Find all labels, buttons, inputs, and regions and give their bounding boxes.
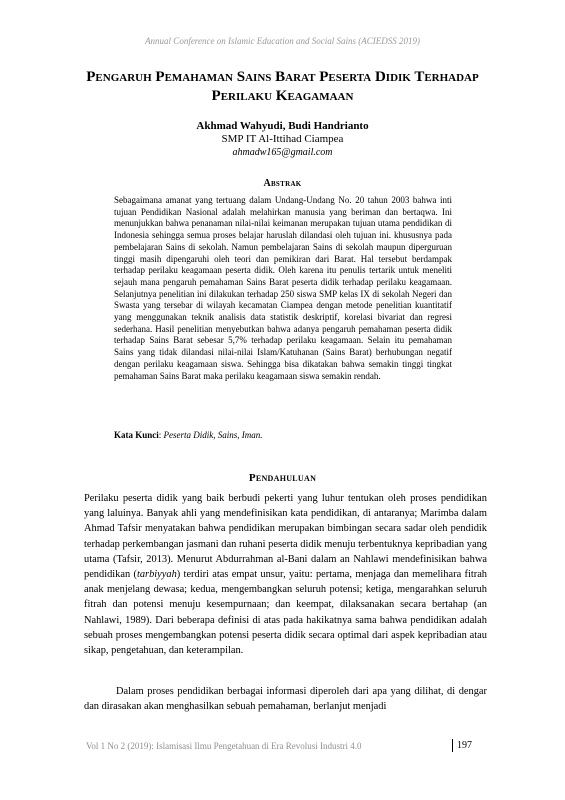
keywords-label: Kata Kunci <box>114 430 159 440</box>
paragraph-text: ) terdiri atas empat unsur, yaitu: pertama, menjaga dan memelihara fitrah anak menjelang dewasa; kedua, mengembangkan seluruh potensi; ketiga, mengarahkan seluruh fitrah dan potensi menuju kesempurnaan; dan keempat, dilaksanakan secara bertahap (an Nahlawi, 1989). Dari beberapa definisi di atas pada hakikatnya sama bahwa pendidikan adalah sebuah proses mengembangkan potensi peserta didik secara optimal dari aspek kepribadian atau sikap, pengetahuan, dan keterampilan. <box>84 569 487 657</box>
introduction-paragraph-2: Dalam proses pendidikan berbagai informasi diperoleh dari apa yang dilihat, di dengar dan dirasakan akan menghasilkan sebuah pemahaman, berlanjut menjadi <box>84 686 487 713</box>
authors: Akhmad Wahyudi, Budi Handrianto <box>196 120 369 132</box>
footer-divider <box>452 739 453 752</box>
paper-title: Pengaruh Pemahaman Sains Barat Peserta Didik Terhadap Perilaku Keagamaan <box>86 69 479 104</box>
paragraph-text: Perilaku peserta didik yang baik berbudi pekerti yang luhur tentukan oleh proses pendidikan yang laluinya. Banyak ahli yang mendefinisikan kata pendidikan, di antaranya; Marimba dalam Ahmad Tafsir menyatakan bahwa pendidikan merupakan bimbingan secara sadar oleh pendidik terhadap perkembangan jasmani dan ruhani peserta didik menuju terbentuknya kepribadian yang utama (Tafsir, 2013). Menurut Abdurrahman al-Bani dalam an Nahlawi mendefinisikan bahwa pendidikan ( <box>84 493 487 581</box>
author-email: ahmadw165@gmail.com <box>232 147 333 158</box>
affiliation: SMP IT Al-Ittihad Ciampea <box>221 133 344 145</box>
italic-term: tarbiyyah <box>136 569 177 581</box>
keywords-value: Peserta Didik, Sains, Iman. <box>163 430 263 440</box>
introduction-paragraph-1 <box>84 491 487 658</box>
abstract-heading: Abstrak <box>263 178 302 189</box>
keywords: Kata Kunci: Peserta Didik, Sains, Iman. <box>114 430 263 440</box>
abstract-body: Sebagaimana amanat yang tertuang dalam Undang-Undang No. 20 tahun 2003 bahwa inti tujuan Pendidikan Nasional adalah melahirkan manusia yang beriman dan bertaqwa. Ini menunjukkan bahwa penanaman nilai-nilai keimanan merupakan tujuan utama pendidikan di Indonesia sehingga semua proses belajar haruslah dilandasi oleh tujuan ini. khususnya pada pembelajaran Sains di sekolah. Namun pembelajaran Sains di sekolah maupun diperguruan tinggi masih dipengaruhi oleh teori dan pemikiran dari Barat. Hal tersebut berdampak terhadap perilaku keagamaan peserta didik. Oleh karena itu penulis tertarik untuk meneliti sejauh mana pengaruh pemahaman Sains Barat peserta didik terhadap perilaku keagamaan. Selanjutnya penelitian ini dilakukan terhadap 250 siswa SMP kelas IX di sekolah Negeri dan Swasta yang tersebar di wilayah kecamatan Ciampea dengan metode penelitian kuantitatif yang menggunakan teknik analisis data statistik deskriptif, korelasi bivariat dan regresi sederhana. Hasil penelitian menyebutkan bahwa adanya pengaruh pemahaman peserta didik terhadap Sains Barat sebesar 5,7% terhadap perilaku keagamaan. Selain itu pemahaman Sains yang tidak dilandasi nilai-nilai Islam/Katuhanan (Sains Barat) berhubungan negatif dengan perilaku keagamaan siswa. Sehingga bisa dikatakan bahwa semakin tinggi tingkat pemahaman Sains Barat maka perilaku keagamaan siswa semakin rendah. <box>114 195 452 381</box>
running-header: Annual Conference on Islamic Education and Social Sains (ACIEDSS 2019) <box>145 36 420 46</box>
footer-journal-info: Vol 1 No 2 (2019): Islamisasi Ilmu Pengetahuan di Era Revolusi Industri 4.0 <box>86 741 362 751</box>
section-heading-introduction: Pendahuluan <box>248 472 317 484</box>
page-number: 197 <box>457 740 472 751</box>
